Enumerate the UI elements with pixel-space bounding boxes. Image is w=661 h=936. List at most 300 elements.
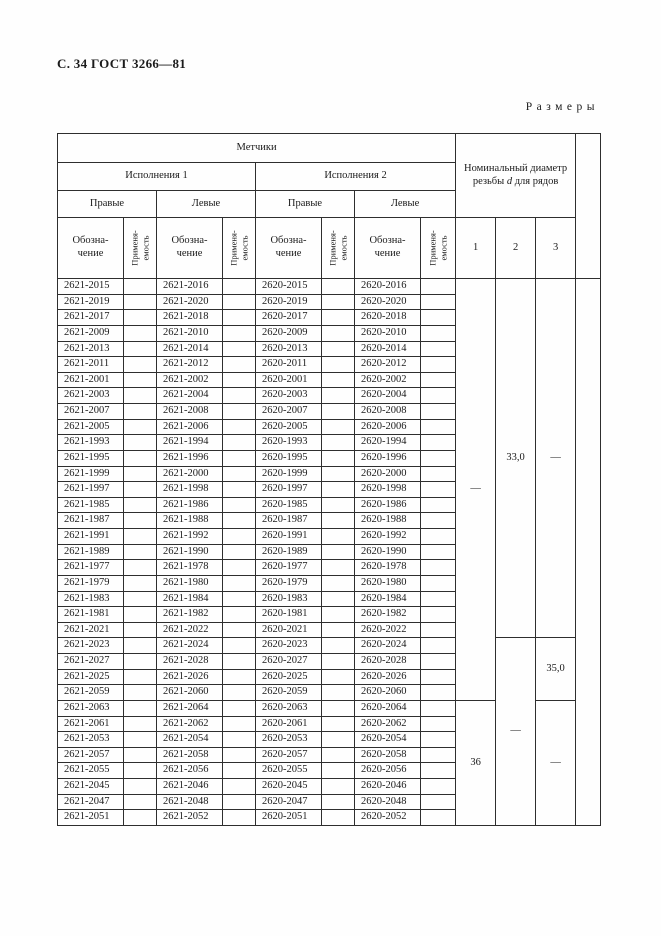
applicability-cell	[421, 779, 456, 795]
applicability-cell	[421, 482, 456, 498]
designation-cell: 2620-2055	[256, 763, 322, 779]
diameter-value-cell: 33,0	[496, 279, 536, 638]
designation-cell: 2620-2001	[256, 372, 322, 388]
applicability-cell	[322, 372, 355, 388]
header-row-columns	[58, 218, 601, 279]
applicability-label-line2: емость	[338, 235, 348, 261]
applicability-cell	[322, 294, 355, 310]
applicability-cell	[124, 294, 157, 310]
designation-cell: 2620-2021	[256, 622, 322, 638]
applicability-cell	[124, 607, 157, 623]
applicability-cell	[223, 654, 256, 670]
designation-cell: 2620-2012	[355, 357, 421, 373]
applicability-cell	[421, 513, 456, 529]
designation-cell: 2621-1984	[157, 591, 223, 607]
designation-cell: 2620-2045	[256, 779, 322, 795]
designation-cell: 2621-2025	[58, 669, 124, 685]
applicability-cell	[124, 529, 157, 545]
series-header-1: 1	[456, 218, 496, 279]
applicability-cell	[421, 357, 456, 373]
designation-cell: 2621-2004	[157, 388, 223, 404]
applicability-label	[129, 230, 150, 265]
applicability-cell	[322, 622, 355, 638]
applicability-cell	[223, 310, 256, 326]
applicability-cell	[223, 325, 256, 341]
designation-cell: 2621-1990	[157, 544, 223, 560]
applicability-cell	[223, 575, 256, 591]
designation-cell: 2620-2004	[355, 388, 421, 404]
applicability-cell	[223, 294, 256, 310]
applicability-header-2	[223, 218, 256, 279]
designation-label: чение	[77, 248, 104, 259]
applicability-cell	[421, 669, 456, 685]
applicability-cell	[223, 435, 256, 451]
designation-cell: 2621-2058	[157, 747, 223, 763]
designation-cell: 2621-2048	[157, 794, 223, 810]
applicability-cell	[223, 497, 256, 513]
designation-cell: 2621-2008	[157, 404, 223, 420]
applicability-cell	[124, 638, 157, 654]
designation-cell: 2621-2001	[58, 372, 124, 388]
designation-cell: 2620-1995	[256, 450, 322, 466]
applicability-cell	[124, 372, 157, 388]
applicability-cell	[322, 700, 355, 716]
applicability-cell	[124, 466, 157, 482]
designation-cell: 2620-2053	[256, 732, 322, 748]
applicability-cell	[322, 810, 355, 826]
designation-cell: 2620-2006	[355, 419, 421, 435]
designation-label: Обозна-	[369, 235, 406, 247]
applicability-cell	[322, 591, 355, 607]
applicability-cell	[223, 763, 256, 779]
applicability-cell	[421, 685, 456, 701]
designation-cell: 2620-2016	[355, 279, 421, 295]
diameter-value-cell: 35,0	[536, 638, 576, 701]
designation-cell: 2620-2000	[355, 466, 421, 482]
applicability-cell	[421, 404, 456, 420]
applicability-cell	[223, 716, 256, 732]
applicability-cell	[223, 685, 256, 701]
applicability-cell	[223, 482, 256, 498]
applicability-cell	[322, 357, 355, 373]
designation-cell: 2620-1990	[355, 544, 421, 560]
designation-cell: 2621-2006	[157, 419, 223, 435]
designation-cell: 2620-1996	[355, 450, 421, 466]
designation-cell: 2621-1991	[58, 529, 124, 545]
applicability-cell	[124, 544, 157, 560]
designation-cell: 2620-2063	[256, 700, 322, 716]
applicability-cell	[124, 685, 157, 701]
designation-cell: 2621-1983	[58, 591, 124, 607]
designation-cell: 2621-1993	[58, 435, 124, 451]
execution2-header: Исполнения 2	[256, 163, 456, 191]
applicability-cell	[223, 419, 256, 435]
designation-cell: 2620-2052	[355, 810, 421, 826]
applicability-cell	[223, 700, 256, 716]
designation-cell: 2620-1977	[256, 560, 322, 576]
applicability-cell	[124, 497, 157, 513]
right-margin-cell	[576, 279, 601, 826]
designation-cell: 2621-1982	[157, 607, 223, 623]
designation-label: чение	[374, 248, 401, 259]
designation-cell: 2621-1995	[58, 450, 124, 466]
designation-cell: 2620-2024	[355, 638, 421, 654]
applicability-cell	[223, 404, 256, 420]
applicability-cell	[124, 794, 157, 810]
applicability-cell	[322, 419, 355, 435]
designation-cell: 2620-1999	[256, 466, 322, 482]
applicability-cell	[421, 341, 456, 357]
applicability-cell	[124, 622, 157, 638]
designation-header-1	[58, 218, 124, 279]
designation-cell: 2620-2062	[355, 716, 421, 732]
applicability-cell	[421, 700, 456, 716]
applicability-cell	[322, 747, 355, 763]
designation-cell: 2620-2011	[256, 357, 322, 373]
designation-cell: 2620-2023	[256, 638, 322, 654]
applicability-cell	[124, 388, 157, 404]
designation-cell: 2621-1985	[58, 497, 124, 513]
applicability-cell	[421, 325, 456, 341]
applicability-cell	[223, 372, 256, 388]
designation-cell: 2620-1989	[256, 544, 322, 560]
designation-cell: 2620-2058	[355, 747, 421, 763]
applicability-cell	[421, 575, 456, 591]
applicability-cell	[322, 497, 355, 513]
designation-cell: 2621-2018	[157, 310, 223, 326]
designation-cell: 2620-1993	[256, 435, 322, 451]
designation-cell: 2621-2027	[58, 654, 124, 670]
designation-cell: 2621-1981	[58, 607, 124, 623]
designation-cell: 2620-2010	[355, 325, 421, 341]
designation-cell: 2620-1991	[256, 529, 322, 545]
applicability-cell	[124, 716, 157, 732]
designation-cell: 2620-2008	[355, 404, 421, 420]
designation-cell: 2620-1978	[355, 560, 421, 576]
designation-cell: 2621-1987	[58, 513, 124, 529]
applicability-cell	[124, 435, 157, 451]
applicability-cell	[421, 294, 456, 310]
applicability-cell	[421, 279, 456, 295]
applicability-cell	[322, 763, 355, 779]
applicability-cell	[223, 622, 256, 638]
designation-cell: 2620-1994	[355, 435, 421, 451]
applicability-cell	[322, 654, 355, 670]
right-hand-header-1: Правые	[58, 191, 157, 218]
applicability-cell	[124, 779, 157, 795]
applicability-cell	[223, 732, 256, 748]
applicability-cell	[223, 794, 256, 810]
designation-cell: 2621-2020	[157, 294, 223, 310]
designation-cell: 2621-2046	[157, 779, 223, 795]
designation-cell: 2620-1987	[256, 513, 322, 529]
applicability-cell	[124, 560, 157, 576]
designation-cell: 2621-2009	[58, 325, 124, 341]
applicability-header-1	[124, 218, 157, 279]
applicability-cell	[322, 607, 355, 623]
designation-cell: 2620-2025	[256, 669, 322, 685]
designation-cell: 2620-2017	[256, 310, 322, 326]
applicability-cell	[322, 388, 355, 404]
left-hand-header-1: Левые	[157, 191, 256, 218]
diameter-value-cell: —	[496, 638, 536, 826]
designation-cell: 2621-2022	[157, 622, 223, 638]
designation-cell: 2621-1977	[58, 560, 124, 576]
applicability-cell	[421, 732, 456, 748]
applicability-cell	[322, 325, 355, 341]
designation-cell: 2621-1996	[157, 450, 223, 466]
page-title: С. 34 ГОСТ 3266—81	[57, 56, 187, 71]
designation-cell: 2620-2047	[256, 794, 322, 810]
applicability-cell	[124, 341, 157, 357]
applicability-label	[427, 230, 448, 265]
applicability-cell	[223, 513, 256, 529]
applicability-cell	[124, 575, 157, 591]
applicability-cell	[322, 685, 355, 701]
applicability-cell	[322, 450, 355, 466]
applicability-cell	[223, 560, 256, 576]
applicability-header-4	[421, 218, 456, 279]
designation-cell: 2621-2052	[157, 810, 223, 826]
applicability-cell	[223, 341, 256, 357]
designation-header-3	[256, 218, 322, 279]
designation-cell: 2621-2055	[58, 763, 124, 779]
designation-cell: 2620-2056	[355, 763, 421, 779]
applicability-cell	[124, 310, 157, 326]
designation-cell: 2620-2003	[256, 388, 322, 404]
applicability-cell	[322, 794, 355, 810]
applicability-cell	[421, 607, 456, 623]
designation-cell: 2620-1992	[355, 529, 421, 545]
applicability-cell	[421, 591, 456, 607]
applicability-cell	[223, 466, 256, 482]
designation-cell: 2620-2002	[355, 372, 421, 388]
applicability-label-line2: емость	[239, 235, 249, 261]
applicability-cell	[124, 419, 157, 435]
applicability-cell	[322, 779, 355, 795]
taps-header: Метчики	[58, 134, 456, 163]
applicability-cell	[322, 544, 355, 560]
applicability-cell	[124, 591, 157, 607]
designation-cell: 2620-1985	[256, 497, 322, 513]
applicability-cell	[322, 560, 355, 576]
applicability-cell	[421, 388, 456, 404]
designation-cell: 2620-2007	[256, 404, 322, 420]
applicability-cell	[223, 638, 256, 654]
designation-cell: 2620-2054	[355, 732, 421, 748]
applicability-cell	[223, 779, 256, 795]
applicability-cell	[322, 404, 355, 420]
applicability-label-line2: емость	[438, 235, 449, 261]
designation-cell: 2620-1981	[256, 607, 322, 623]
applicability-cell	[421, 529, 456, 545]
designation-cell: 2620-2051	[256, 810, 322, 826]
designation-cell: 2620-1998	[355, 482, 421, 498]
designation-cell: 2621-2063	[58, 700, 124, 716]
designation-cell: 2621-1979	[58, 575, 124, 591]
taps-table	[57, 133, 601, 826]
applicability-cell	[223, 529, 256, 545]
designation-cell: 2620-2027	[256, 654, 322, 670]
designation-cell: 2621-2005	[58, 419, 124, 435]
applicability-cell	[223, 591, 256, 607]
designation-header-4	[355, 218, 421, 279]
designation-cell: 2620-2005	[256, 419, 322, 435]
applicability-cell	[124, 325, 157, 341]
applicability-cell	[322, 435, 355, 451]
applicability-cell	[124, 513, 157, 529]
applicability-label-line1: Применя-	[228, 230, 239, 266]
designation-cell: 2620-2061	[256, 716, 322, 732]
applicability-cell	[421, 544, 456, 560]
header-row-taps	[58, 134, 601, 163]
applicability-cell	[124, 279, 157, 295]
series-header-3: 3	[536, 218, 576, 279]
applicability-cell	[322, 513, 355, 529]
designation-cell: 2621-2011	[58, 357, 124, 373]
designation-cell: 2620-1984	[355, 591, 421, 607]
applicability-cell	[322, 279, 355, 295]
applicability-cell	[421, 466, 456, 482]
applicability-cell	[322, 341, 355, 357]
applicability-label	[327, 230, 348, 265]
applicability-cell	[322, 669, 355, 685]
applicability-cell	[124, 450, 157, 466]
designation-cell: 2621-2017	[58, 310, 124, 326]
sizes-label: Размеры	[525, 101, 599, 113]
applicability-cell	[421, 747, 456, 763]
designation-cell: 2621-2054	[157, 732, 223, 748]
designation-label: Обозна-	[270, 235, 307, 247]
designation-cell: 2620-2048	[355, 794, 421, 810]
designation-cell: 2621-2045	[58, 779, 124, 795]
designation-cell: 2621-2021	[58, 622, 124, 638]
designation-cell: 2621-2012	[157, 357, 223, 373]
designation-cell: 2621-1994	[157, 435, 223, 451]
applicability-cell	[223, 810, 256, 826]
series-header-2: 2	[496, 218, 536, 279]
applicability-cell	[322, 638, 355, 654]
designation-cell: 2621-2057	[58, 747, 124, 763]
designation-cell: 2621-2019	[58, 294, 124, 310]
designation-cell: 2621-2003	[58, 388, 124, 404]
designation-cell: 2620-2046	[355, 779, 421, 795]
applicability-cell	[322, 466, 355, 482]
designation-cell: 2620-2059	[256, 685, 322, 701]
designation-cell: 2620-1997	[256, 482, 322, 498]
applicability-cell	[421, 497, 456, 513]
designation-cell: 2621-1988	[157, 513, 223, 529]
designation-cell: 2621-1986	[157, 497, 223, 513]
designation-cell: 2620-2057	[256, 747, 322, 763]
applicability-cell	[322, 482, 355, 498]
designation-label: Обозна-	[72, 235, 109, 247]
applicability-label-line2: емость	[140, 235, 150, 261]
diameter-value-cell: 36	[456, 700, 496, 825]
designation-cell: 2621-2051	[58, 810, 124, 826]
applicability-cell	[421, 716, 456, 732]
designation-cell: 2620-2015	[256, 279, 322, 295]
applicability-label-line1: Применя-	[129, 230, 140, 266]
applicability-cell	[322, 575, 355, 591]
diameter-value-cell: —	[536, 700, 576, 825]
applicability-cell	[124, 482, 157, 498]
designation-cell: 2620-2009	[256, 325, 322, 341]
designation-cell: 2621-2056	[157, 763, 223, 779]
designation-cell: 2621-1992	[157, 529, 223, 545]
designation-cell: 2621-2053	[58, 732, 124, 748]
designation-label: Обозна-	[171, 235, 208, 247]
applicability-cell	[421, 622, 456, 638]
diameter-value-cell: —	[536, 279, 576, 638]
designation-cell: 2620-2014	[355, 341, 421, 357]
designation-cell: 2620-2018	[355, 310, 421, 326]
left-hand-header-2: Левые	[355, 191, 456, 218]
applicability-cell	[223, 607, 256, 623]
applicability-cell	[124, 700, 157, 716]
applicability-cell	[322, 716, 355, 732]
applicability-cell	[421, 638, 456, 654]
applicability-cell	[124, 404, 157, 420]
designation-cell: 2620-1988	[355, 513, 421, 529]
designation-cell: 2621-2024	[157, 638, 223, 654]
designation-cell: 2621-2061	[58, 716, 124, 732]
designation-cell: 2620-2026	[355, 669, 421, 685]
designation-cell: 2620-2028	[355, 654, 421, 670]
designation-cell: 2621-2059	[58, 685, 124, 701]
applicability-cell	[223, 544, 256, 560]
applicability-cell	[421, 560, 456, 576]
applicability-cell	[421, 372, 456, 388]
designation-cell: 2621-2064	[157, 700, 223, 716]
designation-cell: 2621-2047	[58, 794, 124, 810]
diameter-header-line1: Номинальный диаметр	[464, 162, 568, 174]
diameter-header	[456, 134, 576, 218]
applicability-cell	[223, 747, 256, 763]
applicability-cell	[421, 763, 456, 779]
designation-cell: 2621-2002	[157, 372, 223, 388]
diameter-value-cell: —	[456, 279, 496, 701]
execution1-header: Исполнения 1	[58, 163, 256, 191]
designation-cell: 2621-1999	[58, 466, 124, 482]
designation-cell: 2621-2014	[157, 341, 223, 357]
designation-cell: 2621-2026	[157, 669, 223, 685]
right-margin-header-cell	[576, 134, 601, 279]
designation-cell: 2620-1983	[256, 591, 322, 607]
table-row	[58, 638, 601, 654]
designation-cell: 2620-1979	[256, 575, 322, 591]
designation-label: чение	[176, 248, 203, 259]
designation-cell: 2621-2013	[58, 341, 124, 357]
applicability-cell	[421, 310, 456, 326]
diameter-header-line2-post: для рядов	[514, 175, 559, 187]
designation-cell: 2621-2000	[157, 466, 223, 482]
diameter-header-line2-pre: резьбы	[472, 175, 505, 187]
designation-cell: 2620-2064	[355, 700, 421, 716]
designation-cell: 2621-2015	[58, 279, 124, 295]
applicability-cell	[421, 810, 456, 826]
applicability-cell	[223, 279, 256, 295]
applicability-header-3	[322, 218, 355, 279]
applicability-label-line1: Применя-	[327, 230, 338, 266]
applicability-cell	[124, 654, 157, 670]
designation-cell: 2621-2028	[157, 654, 223, 670]
designation-cell: 2621-1980	[157, 575, 223, 591]
designation-cell: 2620-2019	[256, 294, 322, 310]
applicability-cell	[223, 357, 256, 373]
designation-cell: 2620-1982	[355, 607, 421, 623]
designation-cell: 2621-1978	[157, 560, 223, 576]
